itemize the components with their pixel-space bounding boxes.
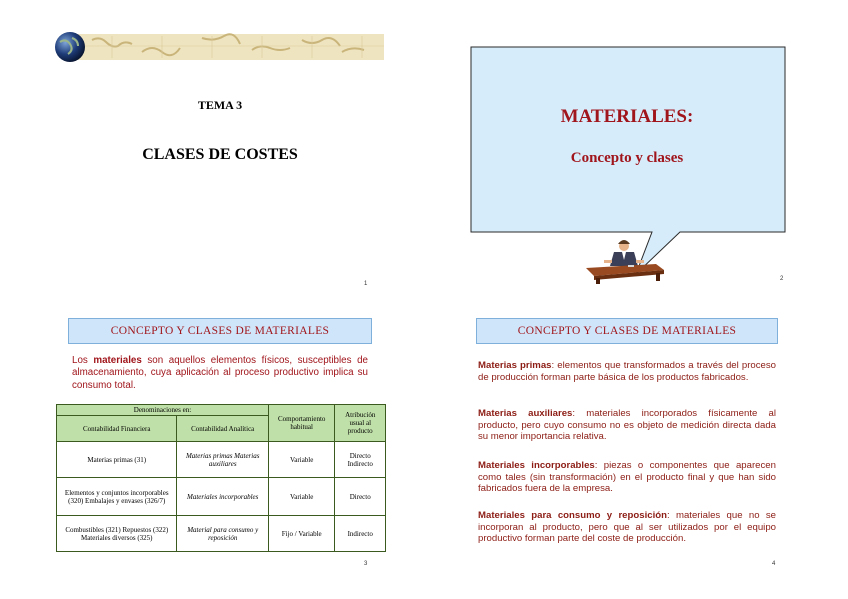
- page-number: 3: [364, 561, 368, 567]
- world-map-banner: [52, 32, 384, 62]
- table-cell: Materias primas Materias auxiliares: [177, 442, 268, 478]
- slide1-subtitle: CLASES DE COSTES: [142, 146, 298, 163]
- section-header: CONCEPTO Y CLASES DE MATERIALES: [68, 318, 372, 344]
- globe-icon: [55, 32, 85, 62]
- slide2-title: MATERIALES:: [560, 106, 694, 127]
- materials-table: [56, 404, 386, 552]
- table-cell: Combustibles (321) Repuestos (322) Materiales diversos (325): [57, 516, 177, 552]
- definition-paragraph: Materiales incorporables: piezas o componentes que aparecen como tales (sin transformación) en el producto final y que han sido fabricados fuera de la empresa.: [478, 460, 776, 495]
- table-row: [57, 478, 386, 516]
- definition-paragraph: Materias auxiliares: materiales incorporados físicamente al producto, pero cuyo consumo no es objeto de medición directa dada su menor importancia relativa.: [478, 408, 776, 443]
- table-cell: Fijo / Variable: [268, 516, 335, 552]
- intro-paragraph: Los materiales son aquellos elementos físicos, susceptibles de almacenamiento, cuya aplicación al proceso productivo implica su consumo total.: [72, 355, 368, 391]
- table-header: Atribución usual al producto: [335, 405, 386, 442]
- table-header: Contabilidad Financiera: [57, 416, 177, 442]
- table-cell: Material para consumo y reposición: [177, 516, 268, 552]
- page-number: 4: [772, 561, 776, 567]
- table-cell: Elementos y conjuntos incorporables (320) Embalajes y envases (326/7): [57, 478, 177, 516]
- table-cell: Materiales incorporables: [177, 478, 268, 516]
- table-header: Denominaciones en:: [57, 405, 269, 416]
- table-cell: Variable: [268, 442, 335, 478]
- table-row: [57, 516, 386, 552]
- table-cell: Directo Indirecto: [335, 442, 386, 478]
- table-cell: Indirecto: [335, 516, 386, 552]
- definition-paragraph: Materias primas: elementos que transformados a través del proceso de producción forman parte básica de los productos fabricados.: [478, 360, 776, 383]
- table-header: Comportamiento habitual: [268, 405, 335, 442]
- definition-paragraph: Materiales para consumo y reposición: materiales que no se incorporan al producto, pero que al ser utilizados por el equipo productivo forman parte del coste de producción.: [478, 510, 776, 545]
- table-cell: Variable: [268, 478, 335, 516]
- table-header: Contabilidad Analítica: [177, 416, 268, 442]
- table-cell: Directo: [335, 478, 386, 516]
- page-number: 1: [364, 281, 368, 287]
- table-cell: Materias primas (31): [57, 442, 177, 478]
- slide2-subtitle: Concepto y clases: [570, 150, 684, 166]
- table-row: [57, 442, 386, 478]
- slide1-title: TEMA 3: [197, 98, 243, 112]
- section-header: CONCEPTO Y CLASES DE MATERIALES: [476, 318, 778, 344]
- page-number: 2: [780, 276, 784, 282]
- speaker-at-desk-icon: [584, 238, 666, 284]
